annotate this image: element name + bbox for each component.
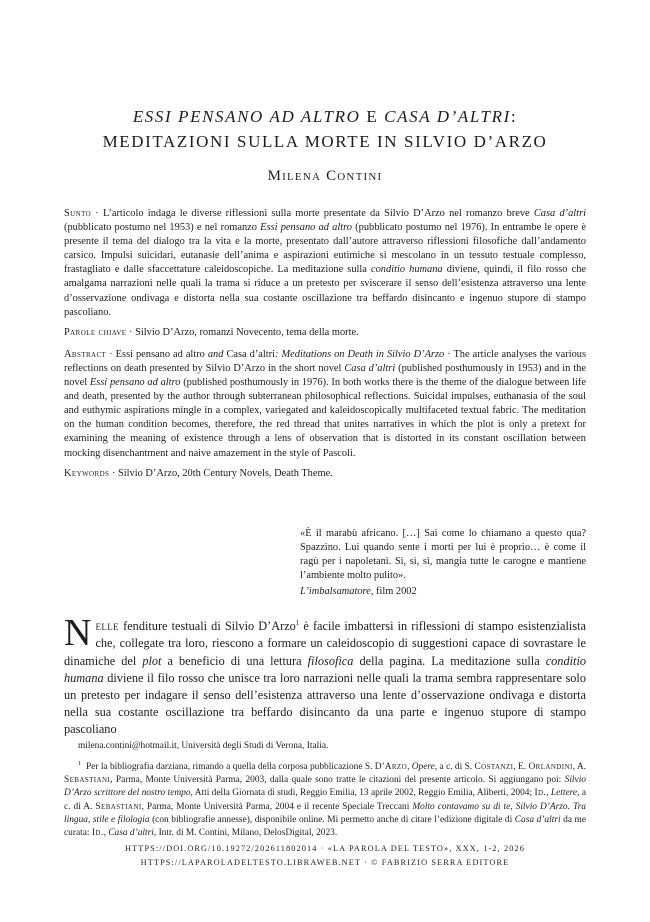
title-line-1 (40, 106, 610, 128)
author-affiliation-note: milena.contini@hotmail.it, Università degli Studi di Verona, Italia. (78, 741, 329, 751)
page-footer (40, 842, 610, 870)
sunto-paragraph: Sunto · L’articolo indaga le diverse riflessioni sulla morte presentate da Silvio D’Arzo nel romanzo breve Casa d’altri (pubblicato postumo nel 1953) e nel romanzo Essi pensano ad altro (pubblicato postumo nel 1976). In entrambe le opere è presente il tema del dialogo tra la vita e la morte, presentato dall’autore attraverso riflessioni filosofiche dall’andamento carsico. Impulsi suicidari, eutanasie dell’anima e aspirazioni eutimiche si mescolano in un tessuto testuale complesso, frastagliato e dalle sfaccettature caleidoscopiche. La meditazione sulla conditio humana diviene, quindi, il filo rosso che amalgama narrazioni nelle quali la trama si riduce a un pretesto per sviscerare il senso dell’esistenza attraverso una lente d’osservazione ondivaga e distorta nella sua costante oscillazione tra beffardo disincanto e ingenuo stupore di stampo pascoliano. (64, 208, 587, 318)
sunto-label: Sunto (64, 208, 92, 219)
author-name: Milena Contini (267, 168, 383, 184)
footnote-ref-1[interactable]: 1 (295, 619, 300, 627)
footer-website-line[interactable]: HTTPS://LAPAROLADELTESTO.LIBRAWEB.NET · © FABRIZIO SERRA EDITORE (140, 858, 510, 867)
epigraph (300, 527, 586, 599)
article-title (40, 106, 610, 153)
sunto-block (64, 207, 586, 481)
keywords-paragraph: Keywords · Silvio D’Arzo, 20th Century Novels, Death Theme. (64, 467, 333, 479)
parole-chiave-label: Parole chiave (64, 326, 127, 338)
footnotes (64, 740, 586, 840)
epigraph-source: L’imbalsamatore, film 2002 (300, 586, 417, 598)
footer-doi-line[interactable]: HTTPS://DOI.ORG/10.19272/202611802014 · «LA PAROLA DEL TESTO», XXX, 1-2, 2026 (125, 844, 525, 853)
abstract-paragraph: Abstract · Essi pensano ad altro and Casa d’altri: Meditations on Death in Silvio D’Arzo · The article analyses the various reflections on death presented by Silvio D’Arzo in the short novel Casa d’altri (published posthumously in 1953) and in the novel Essi pensano ad altro (published posthumously in 1976). In both works there is the theme of the dialogue between life and death, presented by the author through subterranean philosophical reflections. Suicidal impulses, euthanasia of the soul and euthymic aspirations mingle in a complex, variegated and kaleidoscopically multifaceted textual fabric. The meditation on the human condition becomes, therefore, the red thread that unites narratives in which the plot is only a pretext for examining the meaning of existence through a lens of observation that is distorted in its constant oscillation between mocking disenchantment and naive amazement in the style of Pascoli. (64, 348, 587, 459)
footnote-1: $^1$ Per la bibliografia darziana, rimando a quella della corposa pubblicazione S. D’Arzo, Opere, a c. di S. Costanzi, E. Orlandini, A. Sebastiani, Parma, Monte Università Parma, 2003, dalla quale sono tratte le citazioni del presente articolo. Si aggiungano poi: Silvio D’Arzo scrittore del nostro tempo, Atti della Giornata di studi, Reggio Emilia, 13 aprile 2002, Reggio Emilia, Aliberti, 2004; Id., Lettere, a c. di A. Sebastiani, Parma, Monte Università Parma, 2004 e il recente Speciale Treccani Molto contavamo su di te, Silvio D’Arzo. Tra lingua, stile e filologia (con bibliografie annesse), disponibile online. Mi permetto anche di citare l’edizione digitale di Casa d’altri da me curata: Id., Casa d’altri, Intr. di M. Contini, Milano, DelosDigital, 2023. (64, 760, 586, 838)
abstract-label: Abstract (64, 348, 107, 360)
title-work-2: CASA D’ALTRI (384, 107, 511, 126)
title-colon: : (510, 107, 518, 126)
title-work-1: ESSI PENSANO AD ALTRO (132, 107, 361, 126)
body-paragraph: Nelle fenditure testuali di Silvio D’Arzo$^1$ è facile imbattersi in riflessioni di stampo esistenzialista che, collegate tra loro, riescono a formare un caleidoscopio di suggestioni capace di sovrastare le dinamiche del plot a beneficio di una lettura filosofica della pagina. La meditazione sulla conditio humana diviene il filo rosso che unisce tra loro narrazioni nelle quali la trama sembra rappresentare solo un pretesto per indagare il senso dell’esistenza attraverso una lente d’osservazione ondivaga e distorta nella sua costante oscillazione tra beffardo disincanto da una parte e ingenuo stupore di stampo pascoliano (64, 612, 587, 737)
title-line-2: MEDITAZIONI SULLA MORTE IN SILVIO D’ARZO (102, 132, 548, 151)
epigraph-quote: «È il marabù africano. […] Sai come lo chiamano a questo qua? Spazzino. Lui quando sente i morti per lui è proprio… è come il ragù per i napoletani. Sì, sì, sì, mangia tutte le carogne e mantiene l’ambiente molto pulito». (300, 528, 586, 582)
parole-chiave-paragraph: Parole chiave · Silvio D’Arzo, romanzi Novecento, tema della morte. (64, 326, 359, 338)
title-conjunction: E (360, 107, 385, 126)
drop-cap: N (64, 612, 92, 654)
keywords-label: Keywords (64, 467, 110, 479)
